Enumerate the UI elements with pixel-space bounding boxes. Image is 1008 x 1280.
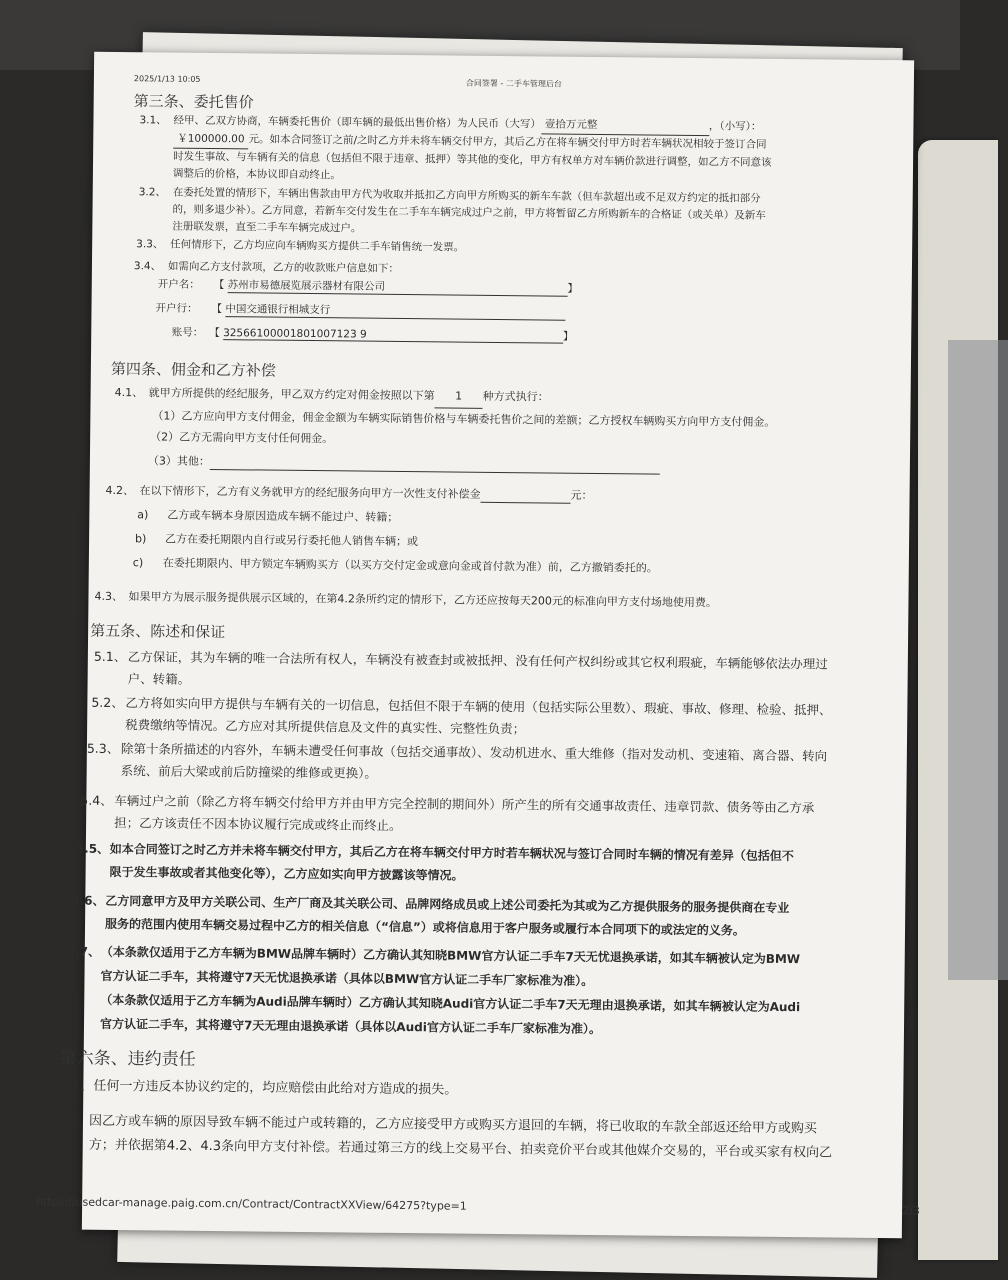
bank-name-row: 开户行： 【 中国交通银行相城支行 xyxy=(155,300,565,320)
clause-3-2: 3.2、 在委托处置的情形下，车辆出售款由甲方代为收取并抵扣乙方向甲方所购买的新车车款（但车款超出或不足双方约定的抵扣部分 的，则多退少补）。乙方同意，若新车交付发生在二手车车辆完成过户之前，甲方将暂留乙方所购新车的合格证（或关单）及新车 注册联发票，直至二手车车辆完成过户。 xyxy=(138,186,766,235)
print-url: https://usedcar-manage.paig.com.cn/Contract/ContractXXView/64275?type=1 xyxy=(36,1195,467,1213)
bank-name-value: 中国交通银行相城支行 xyxy=(225,301,565,321)
clause-number: 3.1、 xyxy=(139,114,167,127)
contract-page xyxy=(36,52,920,1239)
amount-upper-field: 壹拾万元整 xyxy=(541,116,709,136)
clause-3-3: 3.3、 任何情形下，乙方均应向车辆购买方提供二手车销售统一发票。 xyxy=(136,238,465,254)
clause-5-7: 5.7、（本条款仅适用于乙方车辆为BMW品牌车辆时）乙方确认其知晓BMW官方认证二手车7天无忧退换承诺，如其车辆被认定为BMW 官方认证二手车，其将遵守7天无忧退换承诺（具体以BMW官方认证二手车厂家标准为准）。 （本条款仅适用于乙方车辆为Audi品牌车辆时）乙方确认其知晓Audi官方认证二手车7天无理由退换承诺，如其车辆被认定为Audi 官方认证二手车，其将遵守7天无理由退换承诺（具体以Audi官方认证二手车厂家标准为准）。 xyxy=(66,944,801,1037)
account-name-row: 开户名： 【 苏州市易德展览展示器材有限公司 】 xyxy=(157,278,579,295)
clause-4-3: 4.3、 如果甲方为展示服务提供展示区域的，在第4.2条所约定的情形下，乙方还应按每天200元的标准向甲方支付场地使用费。 xyxy=(94,589,718,610)
print-datetime: 2025/1/13 10:05 xyxy=(133,74,201,84)
clause-number: 3.2、 xyxy=(138,186,166,199)
clause-6-2: 6.2、因乙方或车辆的原因导致车辆不能过户或转籍的，乙方应接受甲方或购买方退回的车辆，将已收取的车款全部返还给甲方或购买 方；并依据第4.2、4.3条向甲方支付补偿。若通过第三方的线上交易平台、拍卖竞价平台或其他媒介交易的，平台或买家有权向乙 xyxy=(54,1113,833,1161)
clause-4-2: 4.2、 在以下情形下，乙方有义务就甲方的经纪服务向甲方一次性支付补偿金 元： xyxy=(105,483,593,502)
clause-4-2-a: a) 乙方或车辆本身原因造成车辆不能过户、转籍； xyxy=(137,508,399,524)
article-5-title: 第五条、陈述和保证 xyxy=(90,621,226,642)
commission-option-3: （3）其他： xyxy=(148,452,660,474)
clause-5-3: 5.3、除第十条所描述的内容外，车辆未遭受任何事故（包括交通事故）、发动机进水、重大维修（指对发动机、变速箱、离合器、转向 系统、前后大梁或前后防撞梁的维修或更换）。 xyxy=(86,740,828,781)
article-4-title: 第四条、佣金和乙方补偿 xyxy=(110,359,276,380)
side-shadow xyxy=(948,340,1008,980)
clause-5-5: 5.5、如本合同签订之时乙方并未将车辆交付甲方，其后乙方在将车辆交付甲方时若车辆状况与签订合同时车辆的情况有差异（包括但不 限于发生事故或者其他变化等），乙方应如实向甲方披露该等情况。 xyxy=(75,841,794,883)
clause-3-4: 3.4、 如需向乙方支付款项，乙方的收款账户信息如下： xyxy=(133,260,399,275)
clause-4-2-c: c) 在委托期限内、甲方锁定车辆购买方（以买方交付定金或意向金或首付款为准）前，乙方撤销委托的。 xyxy=(132,556,658,575)
commission-option-2: （2）乙方无需向甲方支付任何佣金。 xyxy=(150,430,334,446)
clause-5-4: 5.4、车辆过户之前（除乙方将车辆交付给甲方并由甲方完全控制的期间外）所产生的所有交通事故责任、违章罚款、债务等由乙方承 担；乙方该责任不因本协议履行完成或终止而终止。 xyxy=(80,792,815,834)
clause-4-2-b: b) 乙方在委托期限内自行或另行委托他人销售车辆；或 xyxy=(135,532,419,549)
commission-option-1: （1）乙方应向甲方支付佣金，佣金金额为车辆实际销售价格与车辆委托售价之间的差额；乙方授权车辆购买方向甲方支付佣金。 xyxy=(152,409,776,429)
clause-5-2: 5.2、乙方将如实向甲方提供与车辆有关的一切信息，包括但不限于车辆的使用（包括实际公里数）、瑕疵、事故、修理、检验、抵押、 税费缴纳等情况。乙方应对其所提供信息及文件的真实性、完整性负责； xyxy=(91,694,832,737)
article-3-title: 第三条、委托售价 xyxy=(133,92,254,112)
clause-6-1: 6.1、任何一方违反本协议约定的，均应赔偿由此给对方造成的损失。 xyxy=(59,1078,458,1098)
account-name-value: 苏州市易德展览展示器材有限公司 xyxy=(228,277,568,297)
page-number: 2/3 xyxy=(902,1204,920,1218)
account-number-row: 账号： 【 32566100001801007123 9 】 xyxy=(171,326,574,343)
article-6-title: 第六条、违约责任 xyxy=(59,1048,196,1070)
amount-lower-field: ￥100000.00 xyxy=(173,131,248,150)
print-page-title: 合同签署 - 二手车管理后台 xyxy=(465,78,562,89)
account-number-value: 32566100001801007123 9 xyxy=(223,327,563,344)
clause-5-1: 5.1、乙方保证，其为车辆的唯一合法所有权人，车辆没有被查封或被抵押、没有任何产权纠纷或其它权利瑕疵，车辆能够依法办理过 户、转籍。 xyxy=(93,648,828,687)
commission-method-field: 1 xyxy=(434,385,482,409)
clause-5-6: 5.6、乙方同意甲方及甲方关联公司、生产厂商及其关联公司、品牌网络成员或上述公司委托为其或为乙方提供服务的服务提供商在专业 服务的范围内使用车辆交易过程中乙方的相关信息（“信息”）或将信息用于客户服务或履行本合同项下的或法定的义务。 xyxy=(71,893,790,938)
clause-4-1: 4.1、 就甲方所提供的经纪服务，甲乙双方约定对佣金按照以下第 1 种方式执行： （1）乙方应向甲方支付佣金，佣金金额为车辆实际销售价格与车辆委托售价之间的差额；乙方授权车辆购买方向甲方支付佣金。 xyxy=(114,385,776,429)
side-paper-stack xyxy=(918,140,998,1260)
clause-3-1: 3.1、 经甲、乙双方协商，车辆委托售价（即车辆的最低出售价格）为人民币（大写） 壹拾万元整 ，（小写）： ￥100000.00 元。如本合同签订之前/之时乙方并未将车辆交付甲方，其后乙方在将车辆交付甲方时若车辆状况相较于签订合同 时发生事故、与车辆有关的信息（包括但不限于违章、抵押）等其他的变化，甲方有权单方对车辆价款进行调整，如乙方不同意该 调整后的价格，本协议即自动终止。 xyxy=(139,114,772,182)
